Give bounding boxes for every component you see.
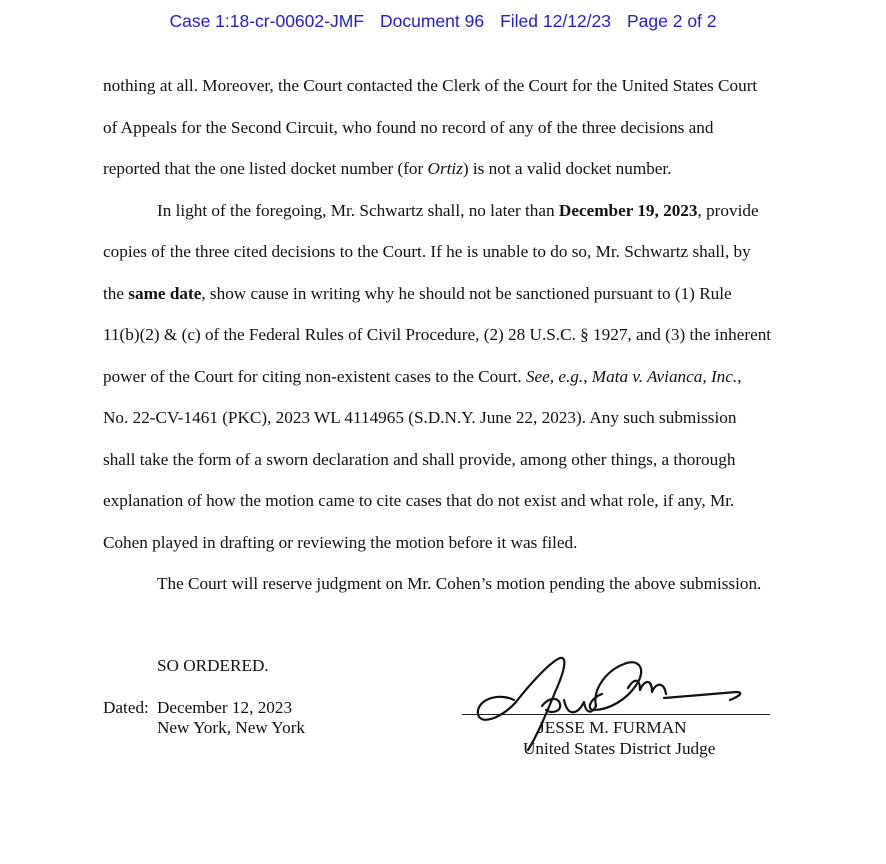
body-line: Cohen played in drafting or reviewing the motion before it was filed. bbox=[103, 533, 578, 552]
body-line: No. 22-CV-1461 (PKC), 2023 WL 4114965 (S.D.N.Y. June 22, 2023). Any such submission bbox=[103, 408, 737, 427]
deadline-date: December 19, 2023 bbox=[558, 201, 698, 220]
signal-see-eg: See, e.g. bbox=[525, 367, 584, 386]
page-number: Page 2 of 2 bbox=[627, 11, 717, 31]
body-line: power of the Court for citing non-existent cases to the Court. See, e.g., Mata v. Avianca, Inc., bbox=[103, 367, 742, 386]
body-line: 11(b)(2) & (c) of the Federal Rules of Civil Procedure, (2) 28 U.S.C. § 1927, and (3) the inherent bbox=[103, 325, 772, 344]
document-number: Document 96 bbox=[379, 11, 485, 31]
order-date: December 12, 2023 bbox=[157, 698, 293, 717]
signature-line bbox=[462, 714, 770, 715]
body-line: shall take the form of a sworn declaration and shall provide, among other things, a thorough bbox=[103, 450, 736, 469]
same-date-emphasis: same date bbox=[128, 284, 202, 303]
case-number: Case 1:18-cr-00602-JMF bbox=[169, 11, 364, 31]
case-citation: Ortiz bbox=[427, 159, 463, 178]
body-line: copies of the three cited decisions to the Court. If he is unable to do so, Mr. Schwartz shall, by bbox=[103, 242, 751, 261]
so-ordered: SO ORDERED. bbox=[157, 656, 269, 675]
judge-name: JESSE M. FURMAN bbox=[538, 718, 687, 737]
case-citation: Mata v. Avianca, Inc. bbox=[591, 367, 738, 386]
body-line: explanation of how the motion came to cite cases that do not exist and what role, if any, Mr. bbox=[103, 491, 735, 510]
body-line: In light of the foregoing, Mr. Schwartz shall, no later than December 19, 2023, provide bbox=[157, 201, 759, 220]
filed-date: Filed 12/12/23 bbox=[500, 11, 611, 31]
judge-title: United States District Judge bbox=[523, 739, 716, 758]
body-line: reported that the one listed docket number (for Ortiz) is not a valid docket number. bbox=[103, 159, 672, 178]
body-line: of Appeals for the Second Circuit, who found no record of any of the three decisions and bbox=[103, 118, 714, 137]
body-line: the same date, show cause in writing why he should not be sanctioned pursuant to (1) Rule bbox=[103, 284, 732, 303]
body-line: nothing at all. Moreover, the Court contacted the Clerk of the Court for the United States Court bbox=[103, 76, 758, 95]
order-place: New York, New York bbox=[157, 718, 306, 737]
dated-label: Dated: bbox=[103, 698, 149, 717]
ecf-header bbox=[0, 11, 886, 32]
body-line: The Court will reserve judgment on Mr. Cohen’s motion pending the above submission. bbox=[157, 574, 762, 593]
